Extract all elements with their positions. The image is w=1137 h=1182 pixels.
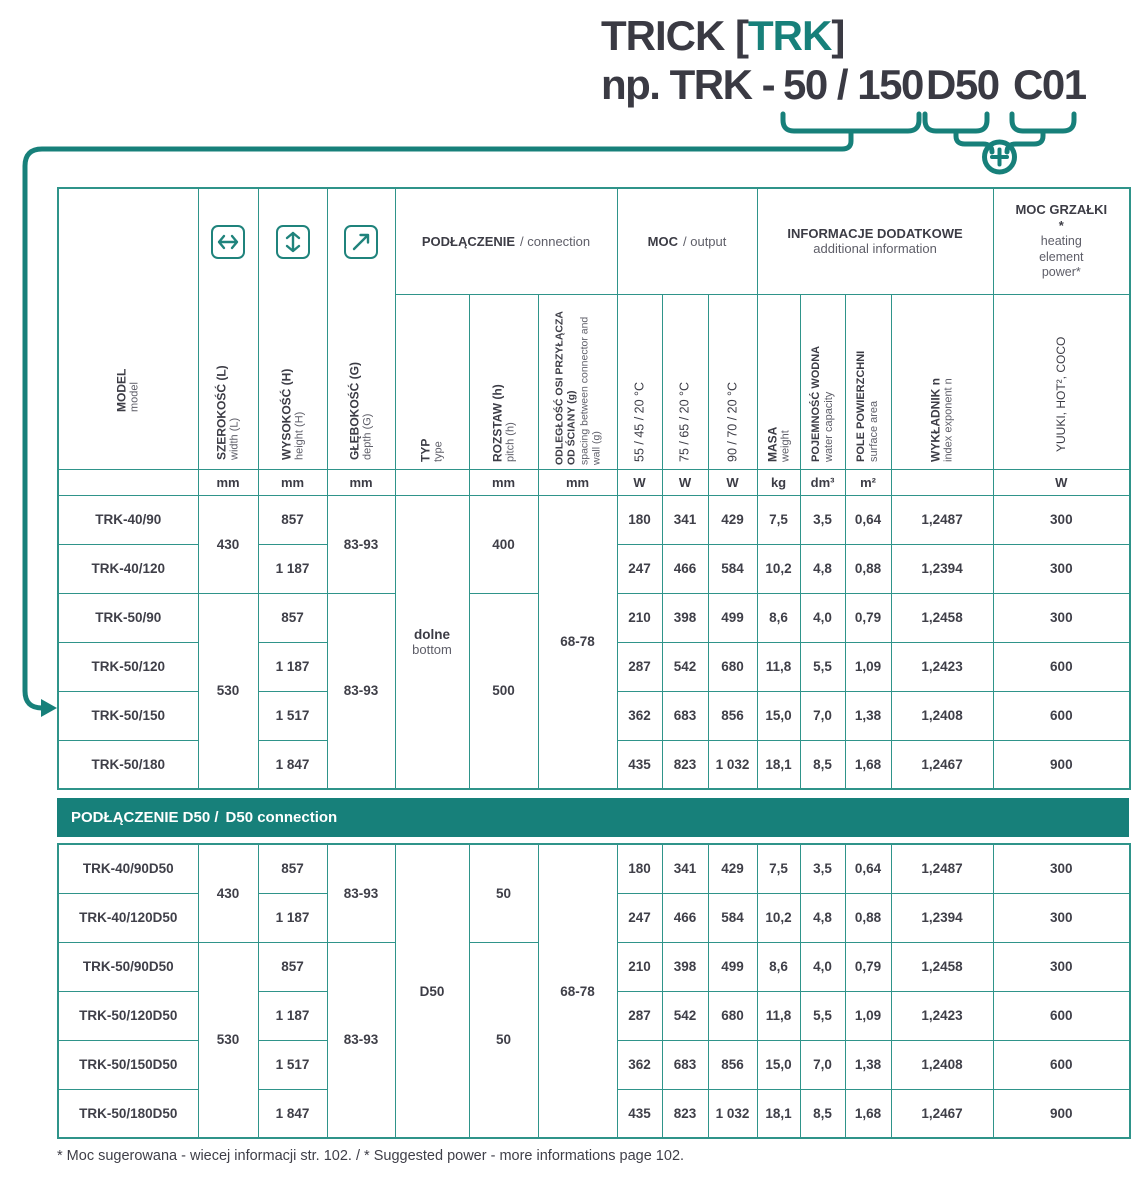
height-cell: 1 187 bbox=[258, 893, 327, 942]
height-cell: 1 187 bbox=[258, 544, 327, 593]
output-90-cell: 856 bbox=[708, 691, 757, 740]
output-55-cell: 247 bbox=[617, 544, 662, 593]
output-75-cell: 542 bbox=[662, 642, 708, 691]
type-unit-diagonal-cell bbox=[395, 469, 469, 495]
output-75-unit-cell: W bbox=[662, 469, 708, 495]
heater-power-cell: 300 bbox=[993, 544, 1130, 593]
width-header bbox=[198, 188, 258, 469]
height-header-en: height (H) bbox=[293, 411, 306, 460]
spacing-cell: 68-78 bbox=[538, 844, 617, 1138]
area-cell: 0,64 bbox=[845, 844, 891, 893]
model-header bbox=[58, 188, 198, 469]
model-header-en: model bbox=[128, 381, 141, 412]
d50-brace bbox=[925, 114, 987, 131]
exponent-cell: 1,2408 bbox=[891, 1040, 993, 1089]
spacing-cell: 68-78 bbox=[538, 495, 617, 789]
capacity-cell: 5,5 bbox=[800, 642, 845, 691]
mass-cell: 8,6 bbox=[757, 942, 800, 991]
output-75-cell: 823 bbox=[662, 740, 708, 789]
capacity-cell: 4,0 bbox=[800, 942, 845, 991]
output-55-cell: 287 bbox=[617, 642, 662, 691]
output-75-cell: 542 bbox=[662, 991, 708, 1040]
type-cell: D50 bbox=[395, 844, 469, 1138]
capacity-cell: 4,8 bbox=[800, 544, 845, 593]
capacity-cell: 3,5 bbox=[800, 495, 845, 544]
example-c01: C01 bbox=[1013, 61, 1086, 108]
output-90-cell: 429 bbox=[708, 495, 757, 544]
table-row bbox=[58, 844, 1130, 893]
width-unit-cell: mm bbox=[198, 469, 258, 495]
example-dimension: 50 / 150 bbox=[783, 61, 923, 108]
output-55-cell: 362 bbox=[617, 691, 662, 740]
height-cell: 857 bbox=[258, 844, 327, 893]
model-cell: TRK-50/120 bbox=[58, 642, 198, 691]
pitch-header: ROZSTAW (h) pitch (h) bbox=[469, 294, 538, 469]
width-header-en: width (L) bbox=[228, 417, 241, 460]
output-90-cell: 499 bbox=[708, 593, 757, 642]
pitch-cell: 400 bbox=[469, 495, 538, 593]
exponent-cell: 1,2458 bbox=[891, 942, 993, 991]
depth-cell: 83-93 bbox=[327, 942, 395, 1138]
height-cell: 1 517 bbox=[258, 691, 327, 740]
height-cell: 1 187 bbox=[258, 991, 327, 1040]
output-55-cell: 180 bbox=[617, 495, 662, 544]
output-55-header: 55 / 45 / 20 °C bbox=[617, 294, 662, 469]
connection-group-header: PODŁĄCZENIE / connection bbox=[395, 188, 617, 294]
depth-header-en: depth (G) bbox=[361, 413, 374, 460]
heater-power-cell: 600 bbox=[993, 991, 1130, 1040]
output-55-cell: 435 bbox=[617, 1089, 662, 1138]
heater-brands-header: YUUKI, HOT², COCO bbox=[993, 294, 1130, 469]
output-55-unit-cell: W bbox=[617, 469, 662, 495]
mass-header: MASA weight bbox=[757, 294, 800, 469]
pitch-cell: 500 bbox=[469, 593, 538, 789]
height-header bbox=[258, 188, 327, 469]
output-55-cell: 247 bbox=[617, 893, 662, 942]
width-cell: 430 bbox=[198, 844, 258, 942]
output-75-cell: 683 bbox=[662, 1040, 708, 1089]
area-cell: 1,68 bbox=[845, 740, 891, 789]
capacity-cell: 5,5 bbox=[800, 991, 845, 1040]
model-cell: TRK-40/120 bbox=[58, 544, 198, 593]
area-header: POLE POWIERZCHNI surface area bbox=[845, 294, 891, 469]
model-cell: TRK-50/90 bbox=[58, 593, 198, 642]
c01-brace bbox=[1012, 114, 1074, 131]
output-75-cell: 398 bbox=[662, 593, 708, 642]
plus-icon bbox=[992, 150, 1007, 165]
capacity-cell: 3,5 bbox=[800, 844, 845, 893]
area-cell: 1,09 bbox=[845, 642, 891, 691]
mass-cell: 18,1 bbox=[757, 740, 800, 789]
heater-power-header: MOC GRZAŁKI * heating element power* bbox=[993, 188, 1130, 294]
heater-power-cell: 300 bbox=[993, 844, 1130, 893]
dimension-brace bbox=[783, 114, 919, 131]
area-cell: 0,64 bbox=[845, 495, 891, 544]
heater-power-cell: 300 bbox=[993, 495, 1130, 544]
mass-cell: 15,0 bbox=[757, 1040, 800, 1089]
title-part1: TRICK [ bbox=[601, 12, 748, 59]
width-cell: 430 bbox=[198, 495, 258, 593]
exponent-cell: 1,2467 bbox=[891, 740, 993, 789]
output-75-cell: 466 bbox=[662, 893, 708, 942]
output-75-cell: 341 bbox=[662, 844, 708, 893]
capacity-cell: 7,0 bbox=[800, 1040, 845, 1089]
capacity-cell: 4,8 bbox=[800, 893, 845, 942]
mass-cell: 15,0 bbox=[757, 691, 800, 740]
output-55-cell: 210 bbox=[617, 593, 662, 642]
exponent-cell: 1,2394 bbox=[891, 544, 993, 593]
mass-cell: 18,1 bbox=[757, 1089, 800, 1138]
model-cell: TRK-40/90 bbox=[58, 495, 198, 544]
capacity-cell: 8,5 bbox=[800, 740, 845, 789]
area-cell: 1,09 bbox=[845, 991, 891, 1040]
mass-cell: 10,2 bbox=[757, 544, 800, 593]
example-d50: D50 bbox=[926, 61, 999, 108]
height-cell: 857 bbox=[258, 495, 327, 544]
band-label-en: D50 connection bbox=[225, 809, 338, 826]
area-cell: 0,88 bbox=[845, 893, 891, 942]
info-group-header: INFORMACJE DODATKOWE additional information bbox=[757, 188, 993, 294]
heater-power-cell: 900 bbox=[993, 740, 1130, 789]
output-55-cell: 180 bbox=[617, 844, 662, 893]
output-55-cell: 435 bbox=[617, 740, 662, 789]
exponent-cell: 1,2408 bbox=[891, 691, 993, 740]
table-row bbox=[58, 495, 1130, 544]
d50-stem-line bbox=[956, 131, 992, 152]
heater-unit-cell: W bbox=[993, 469, 1130, 495]
mass-cell: 7,5 bbox=[757, 495, 800, 544]
pitch-cell: 50 bbox=[469, 942, 538, 1138]
exponent-cell: 1,2487 bbox=[891, 844, 993, 893]
output-90-cell: 680 bbox=[708, 642, 757, 691]
output-90-cell: 856 bbox=[708, 1040, 757, 1089]
model-cell: TRK-50/180D50 bbox=[58, 1089, 198, 1138]
model-cell: TRK-40/90D50 bbox=[58, 844, 198, 893]
height-header-pl: WYSOKOŚĆ (H) bbox=[278, 368, 293, 460]
model-cell: TRK-40/120D50 bbox=[58, 893, 198, 942]
plus-circle-icon bbox=[985, 142, 1015, 172]
mass-cell: 8,6 bbox=[757, 593, 800, 642]
depth-header-pl: GŁĘBOKOŚĆ (G) bbox=[347, 361, 362, 460]
capacity-cell: 4,0 bbox=[800, 593, 845, 642]
output-90-unit-cell: W bbox=[708, 469, 757, 495]
capacity-cell: 8,5 bbox=[800, 1089, 845, 1138]
spec-table-d50 bbox=[57, 843, 1131, 1139]
output-90-cell: 429 bbox=[708, 844, 757, 893]
area-cell: 0,88 bbox=[845, 544, 891, 593]
model-cell: TRK-50/150D50 bbox=[58, 1040, 198, 1089]
band-label-pl: PODŁĄCZENIE D50 / bbox=[71, 809, 219, 826]
height-cell: 1 847 bbox=[258, 740, 327, 789]
output-75-cell: 341 bbox=[662, 495, 708, 544]
heater-power-cell: 300 bbox=[993, 593, 1130, 642]
output-90-header: 90 / 70 / 20 °C bbox=[708, 294, 757, 469]
output-90-cell: 584 bbox=[708, 544, 757, 593]
depth-cell: 83-93 bbox=[327, 844, 395, 942]
exponent-cell: 1,2423 bbox=[891, 991, 993, 1040]
area-unit-cell: m² bbox=[845, 469, 891, 495]
example-prefix: np. TRK - bbox=[601, 61, 775, 108]
depth-cell: 83-93 bbox=[327, 495, 395, 593]
output-90-cell: 499 bbox=[708, 942, 757, 991]
spec-tables bbox=[57, 187, 1129, 1139]
height-cell: 1 187 bbox=[258, 642, 327, 691]
area-cell: 1,68 bbox=[845, 1089, 891, 1138]
area-cell: 1,38 bbox=[845, 691, 891, 740]
exponent-cell: 1,2423 bbox=[891, 642, 993, 691]
output-75-cell: 823 bbox=[662, 1089, 708, 1138]
output-75-cell: 398 bbox=[662, 942, 708, 991]
area-cell: 0,79 bbox=[845, 593, 891, 642]
output-group-header: MOC / output bbox=[617, 188, 757, 294]
heater-power-cell: 600 bbox=[993, 1040, 1130, 1089]
exponent-header: WYKŁADNIK n index exponent n bbox=[891, 294, 993, 469]
depth-cell: 83-93 bbox=[327, 593, 395, 789]
output-75-cell: 683 bbox=[662, 691, 708, 740]
output-55-cell: 210 bbox=[617, 942, 662, 991]
capacity-cell: 7,0 bbox=[800, 691, 845, 740]
title-part2: ] bbox=[831, 12, 845, 59]
height-cell: 857 bbox=[258, 942, 327, 991]
title-highlight: TRK bbox=[747, 12, 832, 59]
page-title bbox=[601, 12, 844, 60]
output-55-cell: 287 bbox=[617, 991, 662, 1040]
spacing-header: ODLEGŁOŚĆ OSI PRZYŁĄCZA OD ŚCIANY (g) spacing between connector and wall (g) bbox=[538, 294, 617, 469]
model-cell: TRK-50/150 bbox=[58, 691, 198, 740]
heater-power-cell: 300 bbox=[993, 942, 1130, 991]
output-75-header: 75 / 65 / 20 °C bbox=[662, 294, 708, 469]
model-cell: TRK-50/180 bbox=[58, 740, 198, 789]
mass-cell: 11,8 bbox=[757, 642, 800, 691]
output-90-cell: 1 032 bbox=[708, 740, 757, 789]
spec-table-bottom bbox=[57, 187, 1131, 790]
model-header-pl: MODEL bbox=[114, 368, 129, 412]
output-90-cell: 680 bbox=[708, 991, 757, 1040]
height-cell: 857 bbox=[258, 593, 327, 642]
output-90-cell: 1 032 bbox=[708, 1089, 757, 1138]
output-75-cell: 466 bbox=[662, 544, 708, 593]
type-cell: dolne bottom bbox=[395, 495, 469, 789]
heater-power-cell: 600 bbox=[993, 642, 1130, 691]
height-unit-cell: mm bbox=[258, 469, 327, 495]
mass-cell: 7,5 bbox=[757, 844, 800, 893]
exponent-unit-diagonal-cell bbox=[891, 469, 993, 495]
height-cell: 1 517 bbox=[258, 1040, 327, 1089]
heater-power-cell: 600 bbox=[993, 691, 1130, 740]
exponent-cell: 1,2487 bbox=[891, 495, 993, 544]
mass-cell: 10,2 bbox=[757, 893, 800, 942]
capacity-unit-cell: dm³ bbox=[800, 469, 845, 495]
pitch-cell: 50 bbox=[469, 844, 538, 942]
area-cell: 1,38 bbox=[845, 1040, 891, 1089]
mass-unit-cell: kg bbox=[757, 469, 800, 495]
capacity-header: POJEMNOŚĆ WODNA water capacity bbox=[800, 294, 845, 469]
type-header: TYP type bbox=[395, 294, 469, 469]
depth-header bbox=[327, 188, 395, 469]
heater-power-cell: 300 bbox=[993, 893, 1130, 942]
reference-arrowhead-icon bbox=[41, 699, 57, 717]
exponent-cell: 1,2467 bbox=[891, 1089, 993, 1138]
mass-cell: 11,8 bbox=[757, 991, 800, 1040]
exponent-cell: 1,2394 bbox=[891, 893, 993, 942]
width-cell: 530 bbox=[198, 593, 258, 789]
heater-power-cell: 900 bbox=[993, 1089, 1130, 1138]
c01-stem-line bbox=[1007, 131, 1043, 152]
model-cell: TRK-50/90D50 bbox=[58, 942, 198, 991]
exponent-cell: 1,2458 bbox=[891, 593, 993, 642]
depth-unit-cell: mm bbox=[327, 469, 395, 495]
output-90-cell: 584 bbox=[708, 893, 757, 942]
area-cell: 0,79 bbox=[845, 942, 891, 991]
pitch-unit-cell: mm bbox=[469, 469, 538, 495]
output-55-cell: 362 bbox=[617, 1040, 662, 1089]
model-cell: TRK-50/120D50 bbox=[58, 991, 198, 1040]
width-cell: 530 bbox=[198, 942, 258, 1138]
spacing-unit-cell: mm bbox=[538, 469, 617, 495]
height-cell: 1 847 bbox=[258, 1089, 327, 1138]
footnote: * Moc sugerowana - wiecej informacji str. 102. / * Suggested power - more informations page 102. bbox=[57, 1148, 685, 1164]
width-header-pl: SZEROKOŚĆ (L) bbox=[214, 365, 229, 460]
model-unit-cell bbox=[58, 469, 198, 495]
section-band-d50 bbox=[57, 798, 1129, 837]
